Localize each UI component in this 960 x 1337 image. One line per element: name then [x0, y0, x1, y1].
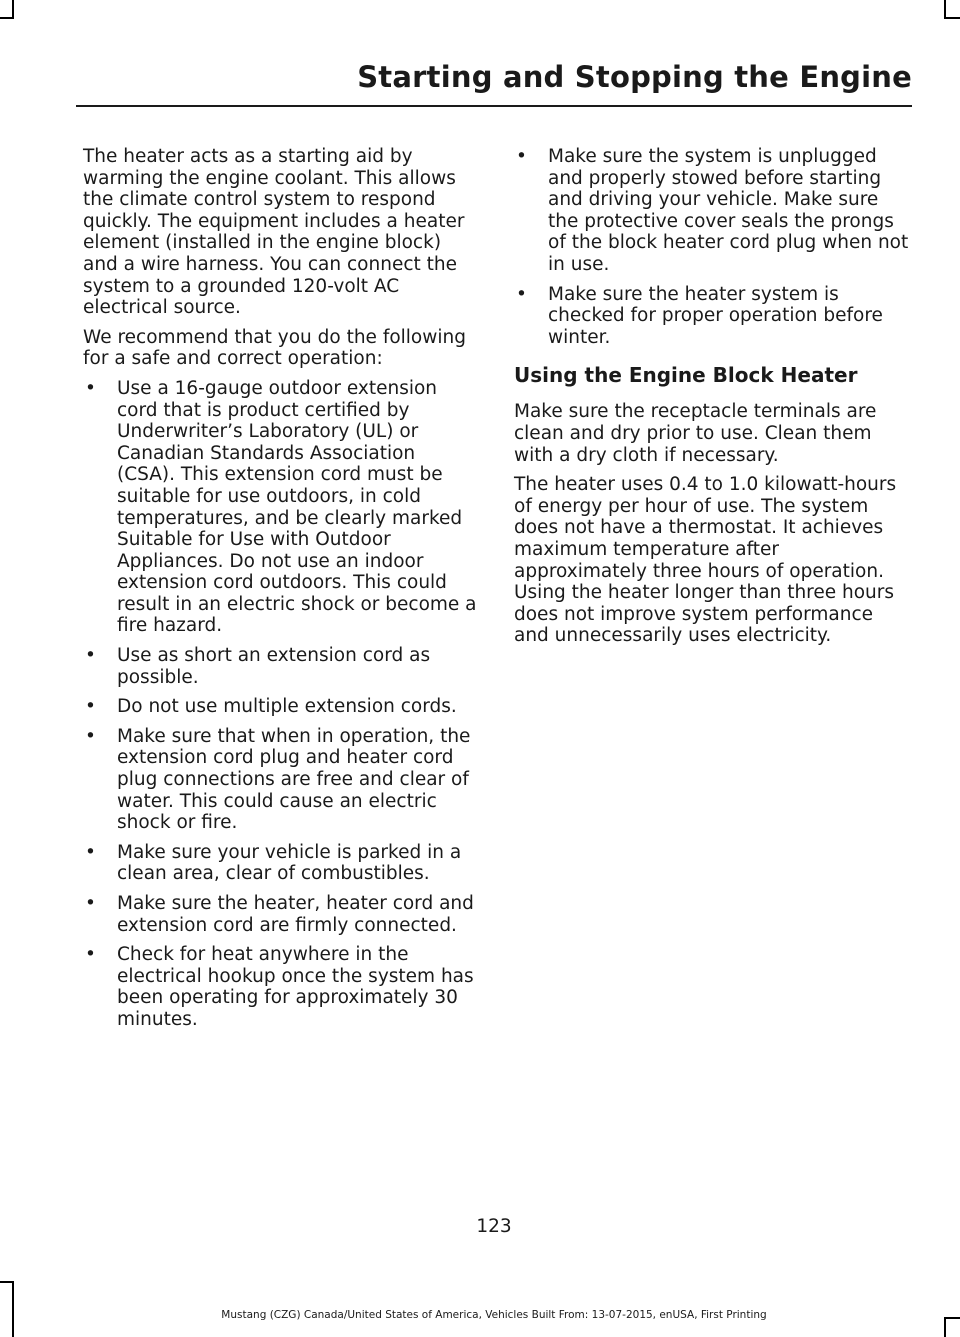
bullet-icon: •	[516, 283, 527, 305]
list-item	[83, 944, 477, 1030]
list-item-text: Check for heat anywhere in the electrical hookup once the system has been operating for approximately 30 minutes.	[117, 944, 474, 1030]
bullet-icon: •	[85, 645, 96, 667]
bullet-icon: •	[85, 725, 96, 747]
list-item	[514, 284, 910, 349]
continued-bullet-list	[514, 146, 910, 348]
list-item	[83, 842, 477, 885]
crop-mark-top-right-vertical	[944, 0, 946, 18]
page-title: Starting and Stopping the Engine	[357, 60, 912, 94]
list-item-text: Make sure the heater, heater cord and extension cord are firmly connected.	[117, 893, 474, 936]
list-item	[514, 146, 910, 276]
list-item	[83, 645, 477, 688]
bullet-icon: •	[85, 944, 96, 966]
list-item-text: Make sure that when in operation, the extension cord plug and heater cord plug connections are free and clear of water. This could cause an electric shock or fire.	[117, 725, 471, 834]
bullet-icon: •	[85, 377, 96, 399]
list-item	[83, 893, 477, 936]
list-item-text: Make sure your vehicle is parked in a clean area, clear of combustibles.	[117, 841, 462, 885]
bullet-icon: •	[516, 146, 527, 167]
page-number: 123	[476, 1216, 512, 1237]
recommend-paragraph: We recommend that you do the following for a safe and correct operation:	[83, 326, 466, 370]
crop-mark-bottom-left-horizontal	[0, 1281, 14, 1283]
footer-edition-info: Mustang (CZG) Canada/United States of America, Vehicles Built From: 13-07-2015, enUSA, First Printing	[221, 1309, 767, 1321]
left-column	[83, 146, 477, 1039]
list-item	[83, 726, 477, 834]
section-heading: Using the Engine Block Heater	[514, 363, 858, 388]
crop-mark-top-left-vertical	[12, 0, 14, 18]
bullet-icon: •	[85, 696, 96, 718]
crop-mark-top-left-horizontal	[0, 17, 14, 19]
bullet-icon: •	[85, 841, 96, 863]
intro-paragraph: The heater acts as a starting aid by warming the engine coolant. This allows the climate control system to respond quickly. The equipment includes a heater element (installed in the engine block) and a wire harness. You can connect the system to a grounded 120-volt AC electrical source.	[83, 146, 465, 319]
right-column	[514, 146, 910, 655]
header-divider	[76, 105, 912, 107]
list-item-text: Make sure the system is unplugged and properly stowed before starting and driving your vehicle. Make sure the protective cover seals the prongs of the block heater cord plug when not in use.	[548, 146, 909, 275]
list-item-text: Do not use multiple extension cords.	[117, 696, 457, 718]
energy-use-paragraph: The heater uses 0.4 to 1.0 kilowatt-hours of energy per hour of use. The system does not have a thermostat. It achieves maximum temperature after approximately three hours of operation. Using the heater longer than three hours does not improve system performance and unnecessarily uses electricity.	[514, 474, 897, 647]
safety-bullet-list	[83, 378, 477, 1031]
list-item-text: Make sure the heater system is checked for proper operation before winter.	[548, 283, 883, 348]
receptacle-paragraph: Make sure the receptacle terminals are clean and dry prior to use. Clean them with a dry cloth if necessary.	[514, 401, 877, 466]
list-item	[83, 696, 477, 718]
crop-mark-top-right-horizontal	[944, 17, 960, 19]
bullet-icon: •	[85, 893, 96, 914]
list-item-text: Use as short an extension cord as possible.	[117, 645, 431, 688]
list-item	[83, 378, 477, 637]
list-item-text: Use a 16-gauge outdoor extension cord that is product certified by Underwriter’s Laboratory (UL) or Canadian Standards Association (CSA). This extension cord must be suitable for use outdoors, in cold temperatures, and be clearly marked Suitable for Use with Outdoor Appliances. Do not use an indoor extension cord outdoors. This could result in an electric shock or become a fire hazard.	[117, 377, 477, 637]
